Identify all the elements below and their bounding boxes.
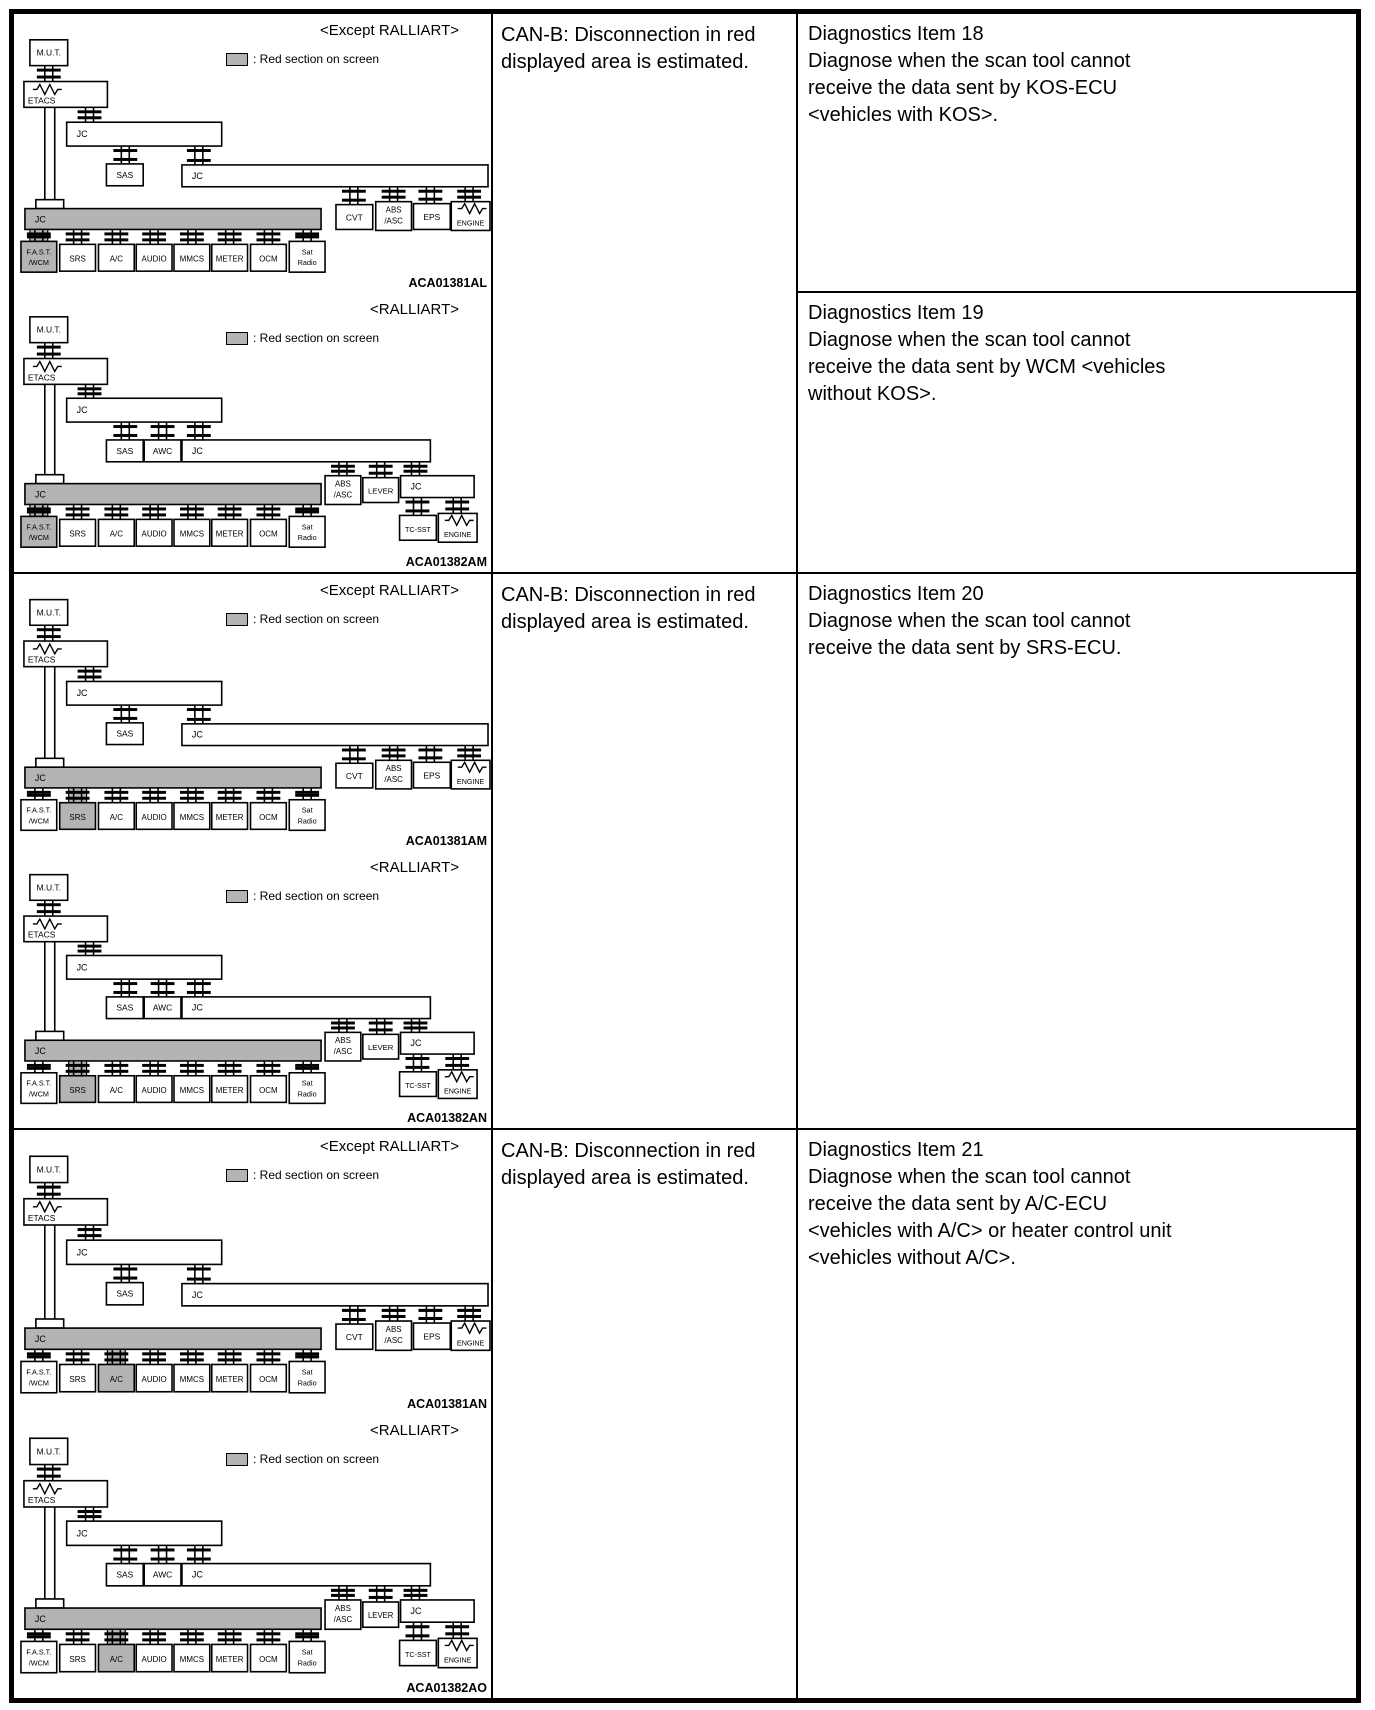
- svg-text:ABS: ABS: [334, 1036, 351, 1046]
- svg-text:AUDIO: AUDIO: [141, 812, 167, 822]
- highlighted-connector: [69, 1061, 87, 1076]
- svg-text:SRS: SRS: [69, 1086, 86, 1095]
- satradio-box: [289, 241, 325, 272]
- items-cell: [798, 574, 1356, 1130]
- svg-text:JC: JC: [191, 445, 203, 456]
- svg-text:Sat: Sat: [301, 1367, 313, 1377]
- item-body: Diagnose when the scan tool cannot receive the data sent by WCM <vehicles without KOS>.: [808, 329, 1166, 405]
- svg-text:OCM: OCM: [259, 529, 278, 539]
- bus-tap: [36, 475, 64, 484]
- fastwcm-box: [21, 1073, 57, 1104]
- svg-text:CVT: CVT: [345, 212, 363, 223]
- svg-text:AUDIO: AUDIO: [141, 1086, 167, 1095]
- items-cell: [798, 1130, 1356, 1698]
- svg-text:OCM: OCM: [259, 812, 278, 822]
- svg-text:Sat: Sat: [301, 522, 313, 532]
- legend-label: : Red section on screen: [253, 52, 380, 66]
- svg-text:JC: JC: [76, 405, 88, 416]
- svg-text:/WCM: /WCM: [28, 258, 49, 268]
- legend-label: : Red section on screen: [253, 331, 380, 345]
- item-title: Diagnostics Item 19: [808, 302, 984, 324]
- svg-text:SRS: SRS: [69, 254, 86, 264]
- svg-text:JC: JC: [191, 1289, 203, 1300]
- svg-text:TC-SST: TC-SST: [405, 1650, 431, 1660]
- fastwcm-box: [21, 800, 57, 831]
- legend: [226, 889, 379, 903]
- fastwcm-box: [21, 516, 57, 547]
- svg-text:AWC: AWC: [152, 1569, 173, 1580]
- svg-text:M.U.T.: M.U.T.: [36, 882, 61, 893]
- svg-text:SAS: SAS: [116, 728, 134, 739]
- svg-text:JC: JC: [191, 1002, 203, 1013]
- svg-text:AUDIO: AUDIO: [141, 1375, 167, 1385]
- svg-text:/ASC: /ASC: [333, 490, 353, 500]
- bus-tap: [36, 1319, 64, 1328]
- legend-label: : Red section on screen: [253, 1452, 380, 1466]
- svg-text:ETACS: ETACS: [27, 1494, 56, 1505]
- svg-text:SRS: SRS: [69, 1375, 86, 1385]
- svg-text:METER: METER: [215, 254, 244, 264]
- svg-text:LEVER: LEVER: [368, 486, 394, 496]
- satradio-box: [289, 1073, 325, 1104]
- svg-text:AWC: AWC: [152, 1002, 173, 1013]
- svg-text:F.A.S.T.: F.A.S.T.: [26, 247, 52, 257]
- can-note-text: CAN-B: Disconnection in red displayed area is estimated.: [501, 24, 756, 73]
- svg-text:F.A.S.T.: F.A.S.T.: [26, 805, 52, 815]
- svg-text:ABS: ABS: [334, 479, 351, 489]
- can-note-text: CAN-B: Disconnection in red displayed area is estimated.: [501, 1140, 756, 1189]
- legend: [226, 331, 379, 345]
- svg-text:M.U.T.: M.U.T.: [36, 324, 61, 335]
- svg-text:MMCS: MMCS: [179, 254, 205, 264]
- item-body: Diagnose when the scan tool cannot receive the data sent by KOS-ECU <vehicles with KOS>.: [808, 50, 1131, 126]
- diagram-block-ralliart: [14, 293, 491, 572]
- diagram-block-except-ralliart: [14, 574, 491, 851]
- main-jc-bus: [25, 1040, 321, 1061]
- jc-bar-1: [67, 398, 222, 422]
- legend-swatch: [226, 332, 248, 345]
- svg-text:Radio: Radio: [297, 1658, 317, 1668]
- svg-text:JC: JC: [34, 1614, 46, 1625]
- svg-text:METER: METER: [215, 1655, 244, 1665]
- legend-swatch: [226, 53, 248, 66]
- svg-text:ETACS: ETACS: [27, 654, 56, 665]
- svg-text:JC: JC: [191, 1569, 203, 1580]
- svg-text:SRS: SRS: [69, 812, 86, 822]
- svg-text:EPS: EPS: [423, 1331, 441, 1342]
- svg-text:/WCM: /WCM: [28, 1658, 49, 1668]
- items-cell: [798, 14, 1356, 574]
- legend: [226, 1168, 379, 1182]
- svg-text:ENGINE: ENGINE: [456, 777, 485, 786]
- svg-text:EPS: EPS: [423, 212, 441, 223]
- svg-text:Radio: Radio: [297, 1378, 317, 1388]
- svg-text:/WCM: /WCM: [28, 1089, 49, 1099]
- jc-bar-1: [67, 122, 222, 146]
- item-body: Diagnose when the scan tool cannot receive the data sent by SRS-ECU.: [808, 610, 1131, 659]
- svg-text:F.A.S.T.: F.A.S.T.: [26, 522, 52, 532]
- note-cell: [493, 1130, 798, 1698]
- item-cell: [798, 14, 1356, 293]
- svg-text:/ASC: /ASC: [384, 1336, 403, 1346]
- main-jc-bus: [25, 1608, 321, 1629]
- fastwcm-box: [21, 1641, 57, 1672]
- diagram-cell: [14, 574, 493, 1130]
- svg-text:A/C: A/C: [109, 529, 123, 539]
- jc-bar-1: [67, 1240, 222, 1264]
- svg-text:F.A.S.T.: F.A.S.T.: [26, 1078, 52, 1088]
- variant-label: <RALLIART>: [370, 859, 459, 876]
- svg-text:CVT: CVT: [345, 771, 363, 782]
- item-title: Diagnostics Item 18: [808, 23, 984, 45]
- can-note-text: CAN-B: Disconnection in red displayed area is estimated.: [501, 584, 756, 633]
- svg-text:ETACS: ETACS: [27, 929, 56, 940]
- svg-text:JC: JC: [410, 481, 422, 492]
- svg-text:METER: METER: [215, 1086, 244, 1095]
- highlighted-connector: [107, 1629, 125, 1644]
- svg-text:M.U.T.: M.U.T.: [36, 1164, 61, 1175]
- svg-text:METER: METER: [215, 1375, 244, 1385]
- item-cell: [798, 293, 1356, 572]
- svg-text:ABS: ABS: [385, 1325, 402, 1335]
- variant-label: <RALLIART>: [370, 1422, 459, 1439]
- variant-label: <Except RALLIART>: [320, 582, 459, 599]
- fastwcm-box: [21, 1361, 57, 1392]
- svg-text:Radio: Radio: [297, 533, 317, 543]
- svg-text:Sat: Sat: [301, 1078, 313, 1088]
- svg-text:AUDIO: AUDIO: [141, 529, 167, 539]
- svg-text:JC: JC: [410, 1038, 422, 1049]
- svg-text:F.A.S.T.: F.A.S.T.: [26, 1367, 52, 1377]
- svg-text:SAS: SAS: [116, 1288, 134, 1299]
- svg-text:/ASC: /ASC: [333, 1615, 353, 1625]
- highlighted-connector: [107, 1349, 125, 1364]
- diagram-code: ACA01382AN: [407, 1111, 487, 1125]
- svg-text:CVT: CVT: [345, 1332, 363, 1343]
- svg-text:ENGINE: ENGINE: [444, 1655, 472, 1665]
- svg-text:AWC: AWC: [152, 445, 173, 456]
- svg-text:M.U.T.: M.U.T.: [36, 47, 61, 58]
- bus-tap: [36, 1599, 64, 1608]
- svg-text:/WCM: /WCM: [28, 816, 49, 826]
- variant-label: <Except RALLIART>: [320, 1138, 459, 1155]
- diagnostics-table: [9, 9, 1361, 1703]
- svg-text:JC: JC: [34, 489, 46, 500]
- fastwcm-box: [21, 241, 57, 272]
- legend-swatch: [226, 890, 248, 903]
- item-cell: [798, 574, 1356, 1128]
- svg-text:JC: JC: [34, 773, 46, 784]
- legend: [226, 52, 379, 66]
- legend: [226, 612, 379, 626]
- svg-text:MMCS: MMCS: [179, 529, 205, 539]
- diagram-block-except-ralliart: [14, 1130, 491, 1414]
- svg-text:OCM: OCM: [259, 254, 278, 264]
- satradio-box: [289, 1641, 325, 1672]
- svg-text:SRS: SRS: [69, 1655, 86, 1665]
- jc-bar-2: [182, 997, 430, 1019]
- note-cell: [493, 14, 798, 574]
- svg-text:M.U.T.: M.U.T.: [36, 607, 61, 618]
- svg-text:TC-SST: TC-SST: [405, 525, 431, 534]
- svg-text:/ASC: /ASC: [384, 775, 403, 784]
- table-row: [14, 1130, 1356, 1698]
- svg-text:JC: JC: [34, 1334, 46, 1345]
- svg-text:A/C: A/C: [109, 1086, 123, 1095]
- jc-bar-2: [182, 724, 488, 746]
- svg-text:ABS: ABS: [385, 764, 402, 774]
- bus-tap: [36, 200, 64, 209]
- svg-text:TC-SST: TC-SST: [405, 1082, 431, 1091]
- svg-text:AUDIO: AUDIO: [141, 254, 167, 264]
- svg-text:METER: METER: [215, 812, 244, 822]
- note-cell: [493, 574, 798, 1130]
- item-body: Diagnose when the scan tool cannot receive the data sent by A/C-ECU <vehicles with A/C> or heater control unit <vehicles without A/C>.: [808, 1166, 1172, 1269]
- svg-text:Sat: Sat: [301, 805, 313, 815]
- diagram-cell: [14, 1130, 493, 1698]
- svg-text:JC: JC: [76, 1528, 88, 1539]
- svg-text:SAS: SAS: [116, 169, 134, 180]
- legend-swatch: [226, 1453, 248, 1466]
- svg-text:OCM: OCM: [259, 1086, 278, 1095]
- svg-text:MMCS: MMCS: [179, 812, 205, 822]
- svg-text:ENGINE: ENGINE: [444, 531, 472, 540]
- svg-text:MMCS: MMCS: [179, 1655, 205, 1665]
- diagram-cell: [14, 14, 493, 574]
- diagram-block-ralliart: [14, 1414, 491, 1698]
- satradio-box: [289, 516, 325, 547]
- satradio-box: [289, 1361, 325, 1392]
- diagram-code: ACA01382AM: [405, 555, 487, 569]
- jc-bar-1: [67, 1521, 222, 1545]
- variant-label: <RALLIART>: [370, 301, 459, 318]
- satradio-box: [289, 800, 325, 831]
- svg-text:JC: JC: [34, 214, 46, 225]
- svg-text:MMCS: MMCS: [179, 1375, 205, 1385]
- main-jc-bus: [25, 484, 321, 505]
- svg-text:AUDIO: AUDIO: [141, 1655, 167, 1665]
- svg-text:Sat: Sat: [301, 1647, 313, 1657]
- svg-text:A/C: A/C: [109, 1655, 123, 1665]
- table-row: [14, 14, 1356, 574]
- legend-swatch: [226, 613, 248, 626]
- svg-text:/ASC: /ASC: [333, 1047, 353, 1057]
- legend-swatch: [226, 1169, 248, 1182]
- svg-text:LEVER: LEVER: [367, 1043, 394, 1053]
- svg-text:MMCS: MMCS: [179, 1086, 205, 1095]
- svg-text:SRS: SRS: [69, 529, 86, 539]
- legend: [226, 1452, 379, 1466]
- variant-label: <Except RALLIART>: [320, 22, 459, 39]
- jc-bar-2: [182, 1284, 488, 1306]
- svg-text:ABS: ABS: [334, 1604, 351, 1614]
- svg-text:ENGINE: ENGINE: [456, 1338, 485, 1348]
- svg-text:Sat: Sat: [301, 247, 313, 257]
- svg-text:JC: JC: [76, 1247, 88, 1258]
- main-jc-bus: [25, 1328, 321, 1349]
- table-row: [14, 574, 1356, 1130]
- svg-text:EPS: EPS: [423, 770, 441, 781]
- bus-tap: [36, 758, 64, 767]
- legend-label: : Red section on screen: [253, 612, 380, 626]
- bus-tap: [36, 1031, 64, 1040]
- main-jc-bus: [25, 767, 321, 788]
- svg-text:/ASC: /ASC: [384, 216, 403, 226]
- svg-text:A/C: A/C: [109, 254, 123, 264]
- diagram-code: ACA01381AL: [408, 276, 487, 290]
- svg-text:ETACS: ETACS: [27, 95, 56, 106]
- diagram-block-ralliart: [14, 851, 491, 1128]
- svg-text:Radio: Radio: [297, 816, 317, 826]
- svg-text:JC: JC: [34, 1046, 46, 1057]
- svg-text:A/C: A/C: [109, 812, 123, 822]
- svg-text:SAS: SAS: [116, 1002, 134, 1013]
- svg-text:OCM: OCM: [259, 1655, 278, 1665]
- svg-text:/WCM: /WCM: [28, 1378, 49, 1388]
- highlighted-connector: [69, 788, 87, 803]
- svg-text:M.U.T.: M.U.T.: [36, 1446, 61, 1457]
- svg-text:JC: JC: [76, 129, 88, 140]
- item-title: Diagnostics Item 20: [808, 583, 984, 605]
- legend-label: : Red section on screen: [253, 889, 380, 903]
- svg-text:F.A.S.T.: F.A.S.T.: [26, 1647, 52, 1657]
- jc-bar-1: [67, 681, 222, 705]
- diagram-code: ACA01381AM: [405, 834, 487, 848]
- svg-text:ETACS: ETACS: [27, 372, 56, 383]
- jc-bar-1: [67, 955, 222, 979]
- svg-text:ABS: ABS: [385, 205, 402, 215]
- jc-bar-2: [182, 165, 488, 187]
- svg-text:ETACS: ETACS: [27, 1212, 56, 1223]
- svg-text:ENGINE: ENGINE: [456, 219, 485, 228]
- diagram-code: ACA01381AN: [407, 1397, 487, 1411]
- svg-text:Radio: Radio: [297, 258, 317, 268]
- svg-text:JC: JC: [76, 962, 88, 973]
- svg-text:A/C: A/C: [109, 1375, 123, 1385]
- main-jc-bus: [25, 209, 321, 230]
- svg-text:SAS: SAS: [116, 445, 134, 456]
- jc-bar-2: [182, 1564, 430, 1586]
- svg-text:LEVER: LEVER: [368, 1611, 394, 1621]
- diagram-code: ACA01382AO: [406, 1681, 487, 1695]
- svg-text:ENGINE: ENGINE: [444, 1087, 472, 1096]
- svg-text:SAS: SAS: [116, 1569, 134, 1580]
- svg-text:Radio: Radio: [297, 1089, 317, 1099]
- item-cell: [798, 1130, 1356, 1698]
- svg-text:OCM: OCM: [259, 1375, 278, 1385]
- svg-text:JC: JC: [191, 170, 203, 181]
- jc-bar-2: [182, 440, 430, 462]
- svg-text:JC: JC: [191, 729, 203, 740]
- svg-text:/WCM: /WCM: [28, 533, 49, 543]
- svg-text:JC: JC: [410, 1606, 422, 1617]
- diagram-block-except-ralliart: [14, 14, 491, 293]
- item-title: Diagnostics Item 21: [808, 1139, 984, 1161]
- legend-label: : Red section on screen: [253, 1168, 380, 1182]
- svg-text:JC: JC: [76, 688, 88, 699]
- svg-text:METER: METER: [215, 529, 244, 539]
